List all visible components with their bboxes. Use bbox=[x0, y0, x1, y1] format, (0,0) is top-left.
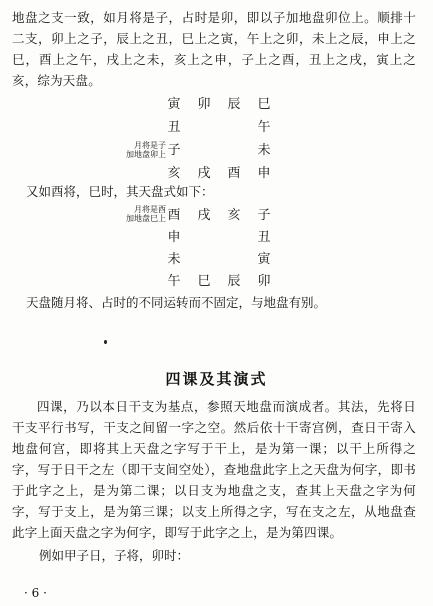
tianpan-note-line: 天盘随月将、占时的不同运转而不固定，与地盘有别。 bbox=[26, 295, 327, 310]
grid-cell: 酉 bbox=[227, 166, 241, 181]
grid-cell: 巳 bbox=[197, 274, 211, 289]
grid-cell: 亥 bbox=[227, 208, 241, 223]
grid-cell: 寅 bbox=[167, 97, 181, 112]
body-paragraph-1: 地盘之支一致，如月将是子，占时是卯，即以子加地盘卯位上。顺排十二支，卯上之子，辰上之丑，巳上之寅，午上之卯，未上之辰，申上之巳，酉上之午，戌上之未，亥上之申，子上之酉，丑上之戌，寅上之亥，综为天盘。 bbox=[12, 10, 416, 88]
grid-cell: 戌 bbox=[197, 166, 211, 181]
grid-cell: 申 bbox=[167, 230, 181, 245]
grid-cell: 子 bbox=[257, 208, 271, 223]
grid-cell: 酉 bbox=[167, 208, 181, 223]
grid-cell: 寅 bbox=[257, 252, 271, 267]
grid-cell: 未 bbox=[167, 252, 181, 267]
grid-row bbox=[166, 270, 286, 290]
grid-cell: 辰 bbox=[227, 274, 241, 289]
grid-cell: 午 bbox=[257, 120, 271, 135]
grid1-annotation: 月将是子 加地盘卯上 bbox=[126, 141, 166, 159]
example-line: 例如甲子日，子将，卯时： bbox=[39, 548, 190, 563]
grid-row bbox=[166, 93, 286, 113]
grid-cell: 戌 bbox=[197, 208, 211, 223]
grid-cell: 子 bbox=[167, 143, 181, 158]
grid-row bbox=[166, 116, 286, 136]
grid2-annotation: 月将是酉 加地盘巳上 bbox=[126, 205, 166, 223]
ink-speck bbox=[104, 340, 107, 344]
grid-row bbox=[166, 226, 286, 246]
grid-cell: 丑 bbox=[257, 230, 271, 245]
page-number: · 6 · bbox=[24, 586, 47, 600]
grid-row bbox=[166, 248, 286, 268]
grid-row bbox=[166, 162, 286, 182]
grid-cell: 卯 bbox=[257, 274, 271, 289]
grid-row bbox=[166, 204, 286, 224]
grid-cell: 未 bbox=[257, 143, 271, 158]
example-intro-line: 又如酉将，巳时，其天盘式如下： bbox=[26, 184, 214, 199]
grid-cell: 巳 bbox=[257, 97, 271, 112]
section-heading: 四课及其演式 bbox=[165, 370, 268, 388]
grid-cell: 卯 bbox=[197, 97, 211, 112]
grid-cell: 申 bbox=[257, 166, 271, 181]
grid-cell: 辰 bbox=[227, 97, 241, 112]
grid-row bbox=[166, 139, 286, 159]
grid-cell: 午 bbox=[167, 274, 181, 289]
body-paragraph-2: 四课，乃以本日干支为基点，参照天地盘而演成者。其法，先将日干支平行书写，干支之间留一字之空。然后依十干寄宫例，查日干寄入地盘何宫，即将其上天盘之字写于干上，是为第一课；以干上所得之字，写于日干之左（即干支间空处），查地盘此字上之天盘为何字，即书于此字之上，是为第二课；以日支为地盘之支，查其上天盘之字为何字，写于支上，是为第三课；以支上所得之字，写在支之左，从地盘查此字上面天盘之字为何字，即写于此字之上，是为第四课。 bbox=[12, 399, 416, 540]
grid-cell: 亥 bbox=[167, 166, 181, 181]
grid-cell: 丑 bbox=[167, 120, 181, 135]
